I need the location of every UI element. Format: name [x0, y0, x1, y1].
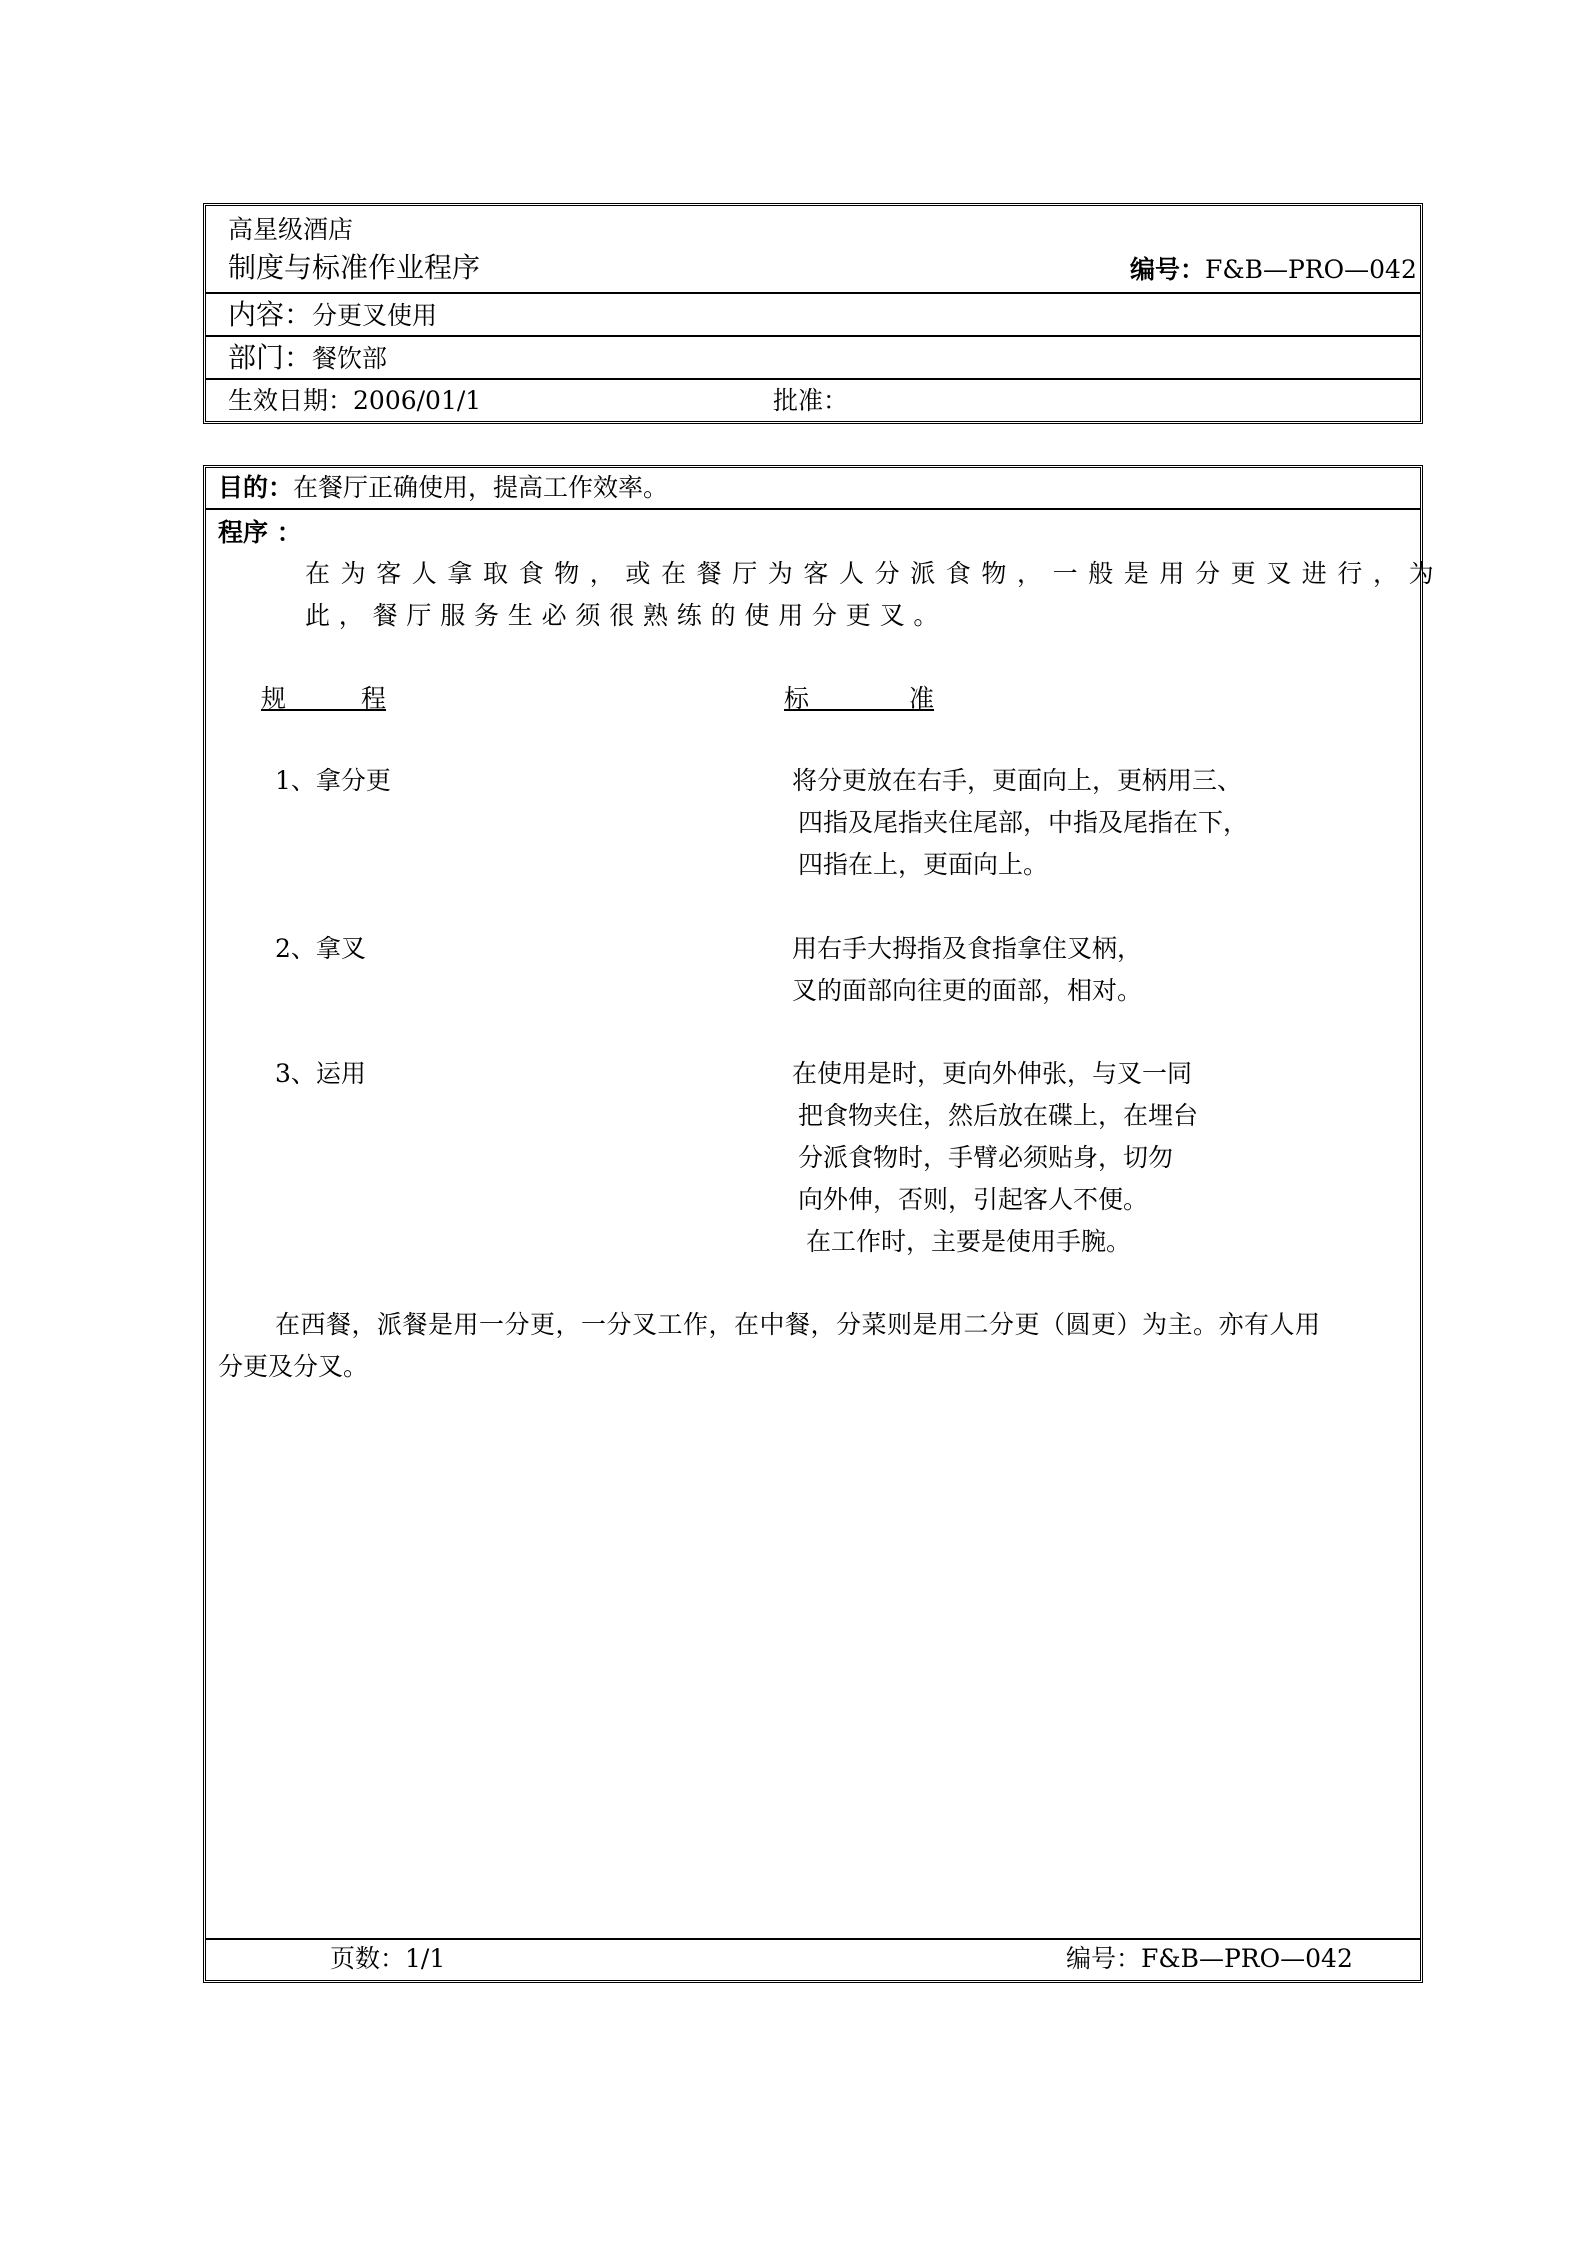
step-standard-line: 叉的面部向往更的面部，相对。	[792, 976, 1143, 1005]
purpose-label: 目的：	[218, 473, 294, 502]
department-value: 餐饮部	[312, 344, 388, 373]
footer-code-label: 编号：	[1066, 1944, 1142, 1973]
column-header-standards: 标 准	[784, 684, 935, 713]
step-label: 3、运用	[275, 1059, 366, 1088]
page-value: 1/1	[405, 1944, 446, 1973]
content-row	[206, 294, 1420, 337]
date-value: 2006/01/1	[353, 386, 482, 415]
effective-date	[228, 386, 481, 416]
intro-line-2: 此，餐厅服务生必须很熟练的使用分更叉。	[305, 601, 948, 630]
code-value: F&B—PRO—042	[1205, 255, 1417, 284]
purpose-row	[206, 468, 1420, 510]
code-label: 编号：	[1130, 255, 1206, 284]
step-standard-line: 四指在上，更面向上。	[798, 850, 1049, 879]
procedure-label: 程序 ：	[218, 518, 302, 547]
page-label: 页数：	[330, 1944, 406, 1973]
step-standard-line: 四指及尾指夹住尾部，中指及尾指在下，	[798, 808, 1249, 837]
step-standard-line: 在使用是时，更向外伸张，与叉一同	[792, 1059, 1193, 1088]
footer-code	[1066, 1944, 1353, 1974]
approval-label: 批准：	[773, 386, 849, 415]
header-table	[203, 203, 1423, 424]
department-row	[206, 337, 1420, 380]
content-field	[228, 300, 437, 331]
purpose-text: 在餐厅正确使用，提高工作效率。	[293, 473, 669, 502]
step-standard-line: 用右手大拇指及食指拿住叉柄，	[792, 934, 1143, 963]
step-label: 1、拿分更	[275, 766, 391, 795]
department-field	[228, 343, 387, 374]
company-name: 高星级酒店	[228, 215, 354, 244]
column-header-rules: 规 程	[261, 684, 387, 713]
document-title: 制度与标准作业程序	[228, 251, 481, 284]
document-code	[1130, 255, 1417, 285]
step-standard-line: 把食物夹住，然后放在碟上，在埋台	[798, 1101, 1199, 1130]
footer-row	[206, 1938, 1420, 1980]
purpose	[218, 473, 668, 503]
content-label: 内容：	[228, 298, 313, 331]
closing-line-1: 在西餐，派餐是用一分更，一分叉工作，在中餐，分菜则是用二分更（圆更）为主。亦有人用	[275, 1310, 1321, 1339]
procedure-table	[203, 465, 1445, 1983]
intro-line-1: 在为客人拿取食物，或在餐厅为客人分派食物，一般是用分更叉进行，为	[305, 559, 1445, 588]
step-standard-line: 向外伸，否则，引起客人不便。	[798, 1185, 1149, 1214]
step-standard-line: 分派食物时，手臂必须贴身，切勿	[798, 1143, 1174, 1172]
date-row	[206, 380, 1420, 421]
department-label: 部门：	[228, 341, 313, 374]
closing-line-2: 分更及分叉。	[218, 1352, 369, 1381]
step-standard-line: 在工作时，主要是使用手腕。	[806, 1227, 1132, 1256]
step-label: 2、拿叉	[275, 934, 366, 963]
step-standard-line: 将分更放在右手，更面向上，更柄用三、	[792, 766, 1243, 795]
date-label: 生效日期：	[228, 386, 354, 415]
footer-code-value: F&B—PRO—042	[1141, 1944, 1353, 1973]
title-row	[206, 206, 1420, 294]
page-count	[330, 1944, 445, 1974]
content-value: 分更叉使用	[312, 301, 438, 330]
